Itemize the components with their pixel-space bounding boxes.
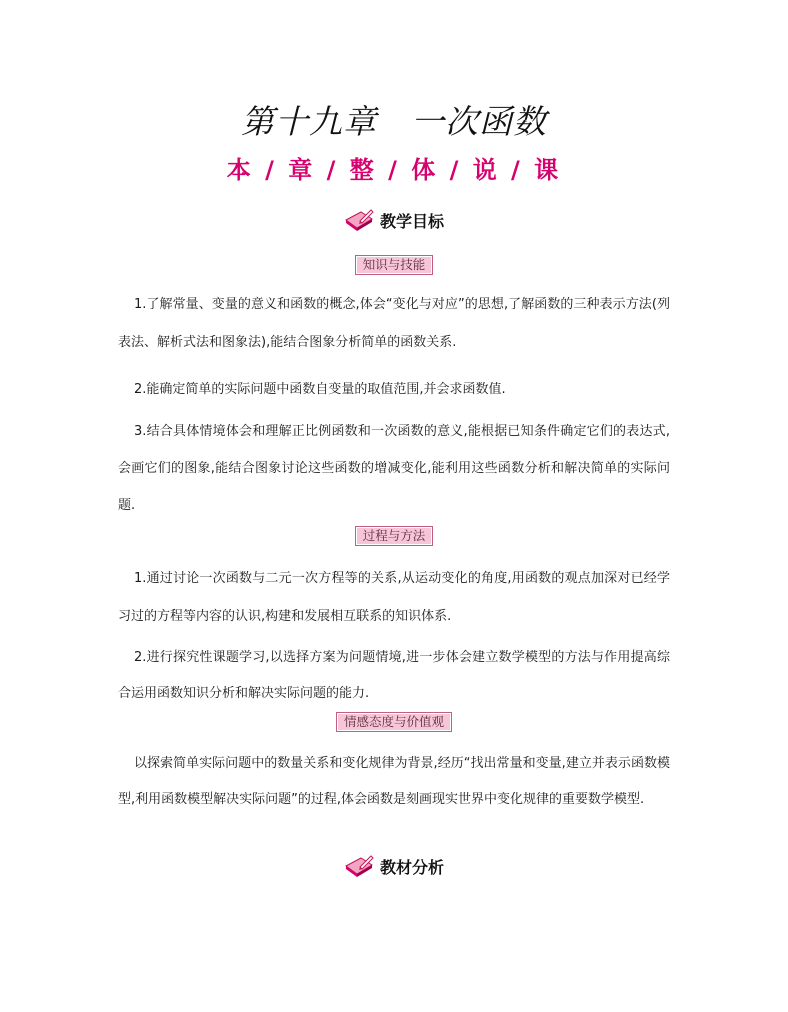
badge-knowledge-label: 知识与技能 <box>355 255 434 275</box>
badge-knowledge <box>0 255 788 275</box>
book-pen-icon <box>344 208 374 232</box>
paragraph-process-1: 1.通过讨论一次函数与二元一次方程等的关系,从运动变化的角度,用函数的观点加深对已经学习过的方程等内容的认识,构建和发展相互联系的知识体系. <box>118 571 670 624</box>
badge-process <box>0 526 788 546</box>
paragraph-knowledge-1: 1.了解常量、变量的意义和函数的概念,体会“变化与对应”的思想,了解函数的三种表示方法(列表法、解析式法和图象法),能结合图象分析简单的函数关系. <box>118 297 670 350</box>
badge-process-label: 过程与方法 <box>355 526 434 546</box>
section-heading-materials <box>0 854 788 878</box>
paragraph-process-2: 2.进行探究性课题学习,以选择方案为问题情境,进一步体会建立数学模型的方法与作用提高综合运用函数知识分析和解决实际问题的能力. <box>118 650 670 701</box>
badge-emotion-label: 情感态度与价值观 <box>336 712 452 732</box>
paragraph-knowledge-3: 3.结合具体情境体会和理解正比例函数和一次函数的意义,能根据已知条件确定它们的表达式,会画它们的图象,能结合图象讨论这些函数的增减变化,能利用这些函数分析和解决简单的实际问题. <box>118 424 670 513</box>
page-title: 第十九章 一次函数 <box>241 102 547 141</box>
section-label-materials: 教材分析 <box>379 857 444 877</box>
paragraph-emotion-1: 以探索简单实际问题中的数量关系和变化规律为背景,经历“找出常量和变量,建立并表示函数模型,利用函数模型解决实际问题”的过程,体会函数是刻画现实世界中变化规律的重要数学模型. <box>118 756 670 807</box>
section-label-goals: 教学目标 <box>379 211 444 231</box>
book-pen-icon <box>344 854 374 878</box>
badge-emotion <box>0 712 788 732</box>
section-heading-goals <box>0 208 788 232</box>
paragraph-knowledge-2: 2.能确定简单的实际问题中函数自变量的取值范围,并会求函数值. <box>134 382 506 397</box>
page-subtitle: 本 / 章 / 整 / 体 / 说 / 课 <box>226 156 562 184</box>
